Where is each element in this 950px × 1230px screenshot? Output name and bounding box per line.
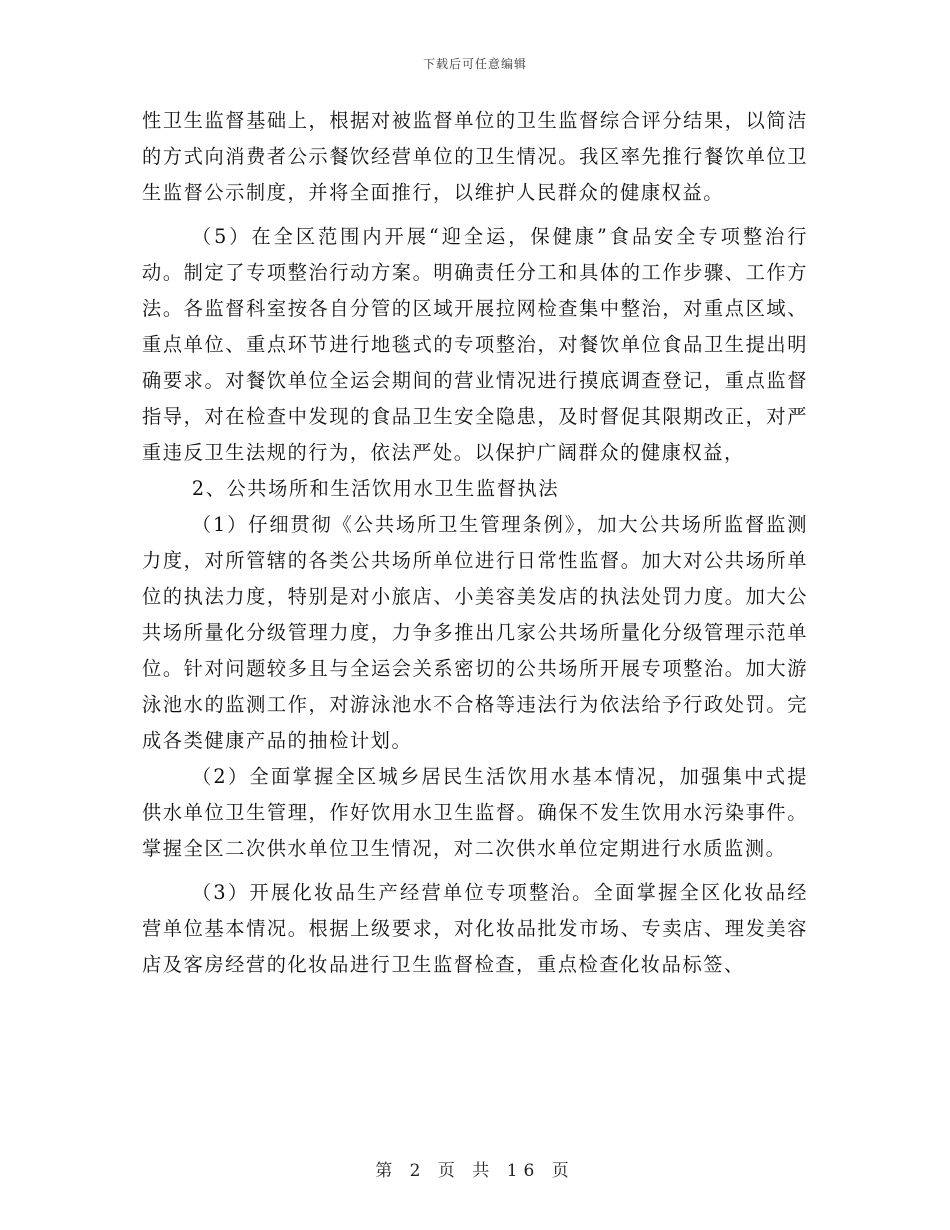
paragraph-item-3: （3）开展化妆品生产经营单位专项整治。全面掌握全区化妆品经营单位基本情况。根据上级要求，对化妆品批发市场、专卖店、理发美容店及客房经营的化妆品进行卫生监督检查，重点检查化妆品标签、: [142, 881, 808, 976]
page-header: 下载后可任意编辑: [422, 57, 527, 71]
paragraph-item-1: （1）仔细贯彻《公共场所卫生管理条例》，加大公共场所监督监测力度，对所管辖的各类公共场所单位进行日常性监督。加大对公共场所单位的执法力度，特别是对小旅店、小美容美发店的执法处罚力度。加大公共场所量化分级管理力度，力争多推出几家公共场所量化分级管理示范单位。针对问题较多且与全运会关系密切的公共场所开展专项整治。加大游泳池水的监测工作，对游泳池水不合格等违法行为依法给予行政处罚。完成各类健康产品的抽检计划。: [142, 513, 808, 752]
page-footer: 第 2 页 共 16 页: [375, 1161, 575, 1181]
paragraph-continuation: 性卫生监督基础上，根据对被监督单位的卫生监督综合评分结果，以简洁的方式向消费者公示餐饮经营单位的卫生情况。我区率先推行餐饮单位卫生监督公示制度，并将全面推行，以维护人民群众的健康权益。: [142, 109, 808, 204]
section-heading-2: 2、公共场所和生活饮用水卫生监督执法: [191, 477, 560, 500]
paragraph-item-2: （2）全面掌握全区城乡居民生活饮用水基本情况，加强集中式提供水单位卫生管理，作好饮用水卫生监督。确保不发生饮用水污染事件。掌握全区二次供水单位卫生情况，对二次供水单位定期进行水质监测。: [142, 765, 808, 860]
paragraph-item-5: （5）在全区范围内开展“迎全运，保健康”食品安全专项整治行动。制定了专项整治行动方案。明确责任分工和具体的工作步骤、工作方法。各监督科室按各自分管的区域开展拉网检查集中整治，对重点区域、重点单位、重点环节进行地毯式的专项整治，对餐饮单位食品卫生提出明确要求。对餐饮单位全运会期间的营业情况进行摸底调查登记，重点监督指导，对在检查中发现的食品卫生安全隐患，及时督促其限期改正，对严重违反卫生法规的行为，依法严处。以保护广阔群众的健康权益，: [142, 225, 808, 464]
document-body: [142, 103, 808, 983]
